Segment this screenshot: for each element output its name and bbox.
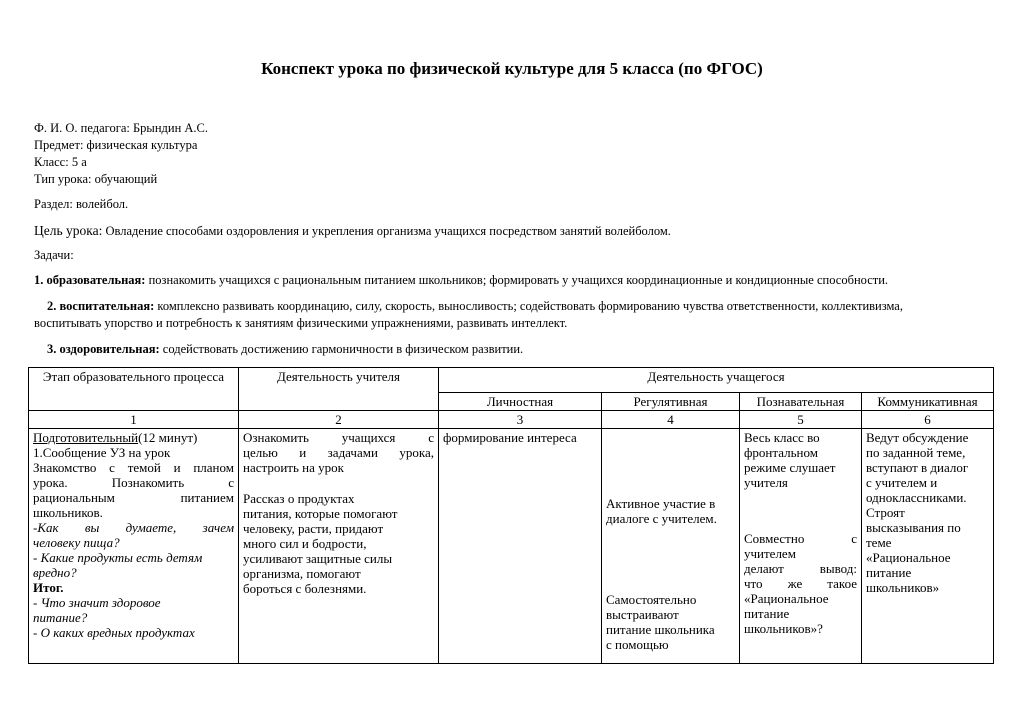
teacher-line: усиливают защитные силы <box>243 551 393 566</box>
teacher-name: Ф. И. О. педагога: Брындин А.С. <box>34 121 208 135</box>
table-row <box>29 429 994 664</box>
page-title: Конспект урока по физической культуре для 5 класса (по ФГОС) <box>261 59 763 78</box>
cognitive-line: учителя <box>744 475 788 490</box>
goal-text: Овладение способами оздоровления и укрепления организма учащихся посредством занятий волейболом. <box>102 224 671 238</box>
column-number: 2 <box>239 411 439 429</box>
header-student-activity: Деятельность учащегося <box>439 368 994 393</box>
cognitive-line: школьников»? <box>744 621 823 636</box>
cognitive-line: делают вывод: <box>744 561 857 576</box>
communicative-line: питание <box>866 565 912 580</box>
task-2 <box>47 299 903 314</box>
stage-question: человеку пища? <box>33 535 120 550</box>
stage-line: Знакомство с темой и планом <box>33 460 234 475</box>
goal-label: Цель урока: <box>34 223 103 238</box>
cognitive-line: учителем <box>744 546 796 561</box>
personal-cell <box>439 429 602 664</box>
teacher-line: питания, которые помогают <box>243 506 398 521</box>
communicative-line: Строят <box>866 505 905 520</box>
task-2-label: 2. воспитательная: <box>47 299 155 313</box>
stage-result: Итог. <box>33 580 64 595</box>
subject: Предмет: физическая культура <box>34 138 198 152</box>
regulative-line: с помощью <box>606 637 669 652</box>
communicative-line: высказывания по <box>866 520 961 535</box>
number-row <box>29 411 994 429</box>
stage-question: - О каких вредных продуктах <box>33 625 195 640</box>
column-number: 5 <box>740 411 862 429</box>
teacher-line: Ознакомить учащихся с <box>243 430 434 445</box>
lesson-type: Тип урока: обучающий <box>34 172 158 186</box>
header-cognitive: Познавательная <box>740 393 862 411</box>
regulative-line: питание школьника <box>606 622 715 637</box>
regulative-line: Самостоятельно <box>606 592 697 607</box>
cognitive-line: режиме слушает <box>744 460 836 475</box>
lesson-goal <box>34 223 671 239</box>
cognitive-line: что же такое <box>744 576 857 591</box>
teacher-activity-cell <box>239 429 439 664</box>
cognitive-cell <box>740 429 862 664</box>
lesson-table <box>28 367 994 664</box>
cognitive-line: Весь класс во <box>744 430 820 445</box>
tasks-label: Задачи: <box>34 248 74 262</box>
header-communicative: Коммуникативная <box>862 393 994 411</box>
communicative-line: теме <box>866 535 892 550</box>
communicative-line: Ведут обсуждение <box>866 430 969 445</box>
header-regulative: Регулятивная <box>602 393 740 411</box>
regulative-line: выстраивают <box>606 607 679 622</box>
teacher-line: организма, помогают <box>243 566 361 581</box>
header-stage: Этап образовательного процесса <box>29 368 239 411</box>
teacher-line: человеку, расти, придают <box>243 521 384 536</box>
stage-line: рациональным питанием <box>33 490 234 505</box>
cognitive-line: питание <box>744 606 790 621</box>
column-number: 4 <box>602 411 740 429</box>
task-1-label: 1. образовательная: <box>34 273 146 287</box>
stage-line: урока. Познакомить с <box>33 475 234 490</box>
cognitive-line: Совместно с <box>744 531 857 546</box>
stage-question: питание? <box>33 610 88 625</box>
stage-question: -Как вы думаете, зачем <box>33 520 234 535</box>
task-2-line2: воспитывать упорство и потребность к занятиям физическими упражнениями, развивать интеллект. <box>34 316 568 330</box>
teacher-line: настроить на урок <box>243 460 344 475</box>
header-row <box>29 368 994 393</box>
communicative-line: «Рациональное <box>866 550 951 565</box>
stage-duration: (12 минут) <box>138 430 198 445</box>
communicative-line: по заданной теме, <box>866 445 966 460</box>
task-3 <box>47 342 523 357</box>
task-3-label: 3. оздоровительная: <box>47 342 160 356</box>
cognitive-line: «Рациональное <box>744 591 829 606</box>
task-1-text: познакомить учащихся с рациональным питанием школьников; формировать у учащихся координационные и кондиционные способности. <box>145 273 889 287</box>
teacher-line: много сил и бодрости, <box>243 536 367 551</box>
stage-line: 1.Сообщение УЗ на урок <box>33 445 171 460</box>
communicative-cell <box>862 429 994 664</box>
stage-question: - Какие продукты есть детям <box>33 550 203 565</box>
stage-question: - Что значит здоровое <box>33 595 161 610</box>
communicative-line: с учителем и <box>866 475 938 490</box>
teacher-line: целью и задачами урока, <box>243 445 434 460</box>
personal-text: формирование интереса <box>443 430 577 445</box>
stage-cell <box>29 429 239 664</box>
communicative-line: вступают в диалог <box>866 460 969 475</box>
cognitive-line: фронтальном <box>744 445 818 460</box>
column-number: 3 <box>439 411 602 429</box>
header-teacher-activity: Деятельность учителя <box>239 368 439 411</box>
regulative-cell <box>602 429 740 664</box>
task-2-text-line1: комплексно развивать координацию, силу, скорость, выносливость; содействовать формированию чувства ответственности, коллективизма, <box>154 299 903 313</box>
task-1 <box>34 273 888 288</box>
regulative-line: Активное участие в <box>606 496 716 511</box>
teacher-line: Рассказ о продуктах <box>243 491 355 506</box>
task-3-text: содействовать достижению гармоничности в физическом развитии. <box>159 342 524 356</box>
teacher-line: бороться с болезнями. <box>243 581 367 596</box>
column-number: 6 <box>862 411 994 429</box>
stage-title: Подготовительный <box>33 430 139 445</box>
stage-line: школьников. <box>33 505 103 520</box>
communicative-line: школьников» <box>866 580 940 595</box>
column-number: 1 <box>29 411 239 429</box>
stage-question: вредно? <box>33 565 77 580</box>
header-personal: Личностная <box>439 393 602 411</box>
section: Раздел: волейбол. <box>34 197 129 211</box>
class: Класс: 5 а <box>34 155 87 169</box>
regulative-line: диалоге с учителем. <box>606 511 717 526</box>
communicative-line: одноклассниками. <box>866 490 967 505</box>
